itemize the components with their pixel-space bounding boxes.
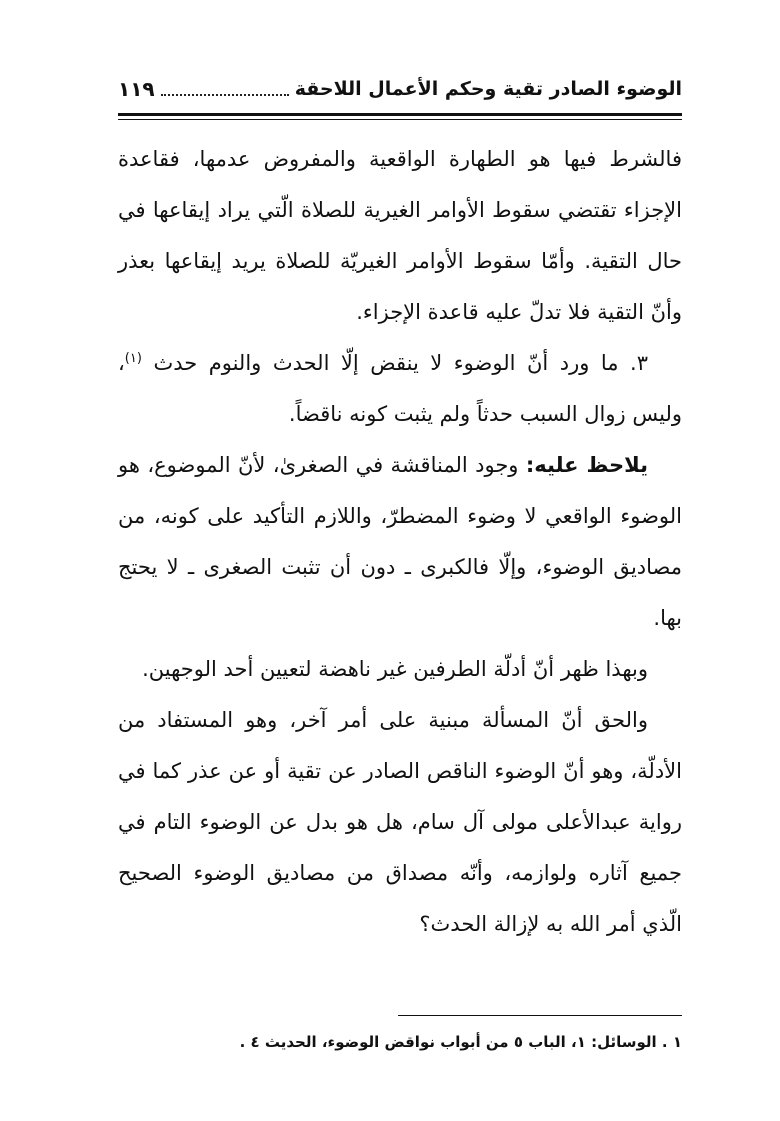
paragraph-4: وبهذا ظهر أنّ أدلّة الطرفين غير ناهضة لتعيين أحد الوجهين. <box>142 657 648 681</box>
footnote-mark: (١) <box>124 351 142 366</box>
footnote-separator <box>398 1015 682 1016</box>
header-rule-thick <box>118 113 682 116</box>
header-rule-thin <box>118 119 682 120</box>
paragraph-1: فالشرط فيها هو الطهارة الواقعية والمفروض عدمها، فقاعدة الإجزاء تقتضي سقوط الأوامر الغيرية للصلاة الّتي يراد إيقاعها في حال التقية. وأمّا سقوط الأوامر الغيريّة للصلاة يريد إيقاعها بعذر وأنّ التقية فلا تدلّ عليه قاعدة الإجزاء. <box>118 147 682 324</box>
running-title: الوضوء الصادر تقية وحكم الأعمال اللاحقة <box>294 78 682 100</box>
paragraph-3-text: وجود المناقشة في الصغرىٰ، لأنّ الموضوع، هو الوضوء الواقعي لا وضوء المضطرّ، واللازم التأكيد على كونه، من مصاديق الوضوء، وإلّا فالكبرى ـ دون أن تثبت الصغرى ـ لا يحتج بها. <box>118 453 682 630</box>
main-text <box>118 134 682 950</box>
running-header <box>118 72 682 106</box>
page-number: ١١٩ <box>118 77 155 101</box>
footnote: ١ . الوسائل: ١، الباب ٥ من أبواب نواقض الوضوء، الحديث ٤ . <box>239 1033 682 1051</box>
paragraph-3 <box>118 440 682 644</box>
paragraph-2-text-a: ٣. ما ورد أنّ الوضوء لا ينقض إلّا الحدث والنوم حدث <box>153 351 648 375</box>
paragraph-3-lead: يلاحظ عليه: <box>525 453 649 477</box>
paragraph-5: والحق أنّ المسألة مبنية على أمر آخر، وهو المستفاد من الأدلّة، وهو أنّ الوضوء الناقص الصادر عن تقية أو عن عذر كما في رواية عبدالأعلى مولى آل سام، هل هو بدل عن الوضوء التام في جميع آثاره ولوازمه، وأنّه مصداق من مصاديق الوضوء الصحيح الّذي أمر الله به لإزالة الحدث؟ <box>118 708 682 936</box>
paragraph-2 <box>118 338 682 440</box>
paragraph-2-text-b: ، وليس زوال السبب حدثاً ولم يثبت كونه ناقضاً. <box>118 351 682 426</box>
dot-leader <box>161 82 289 96</box>
